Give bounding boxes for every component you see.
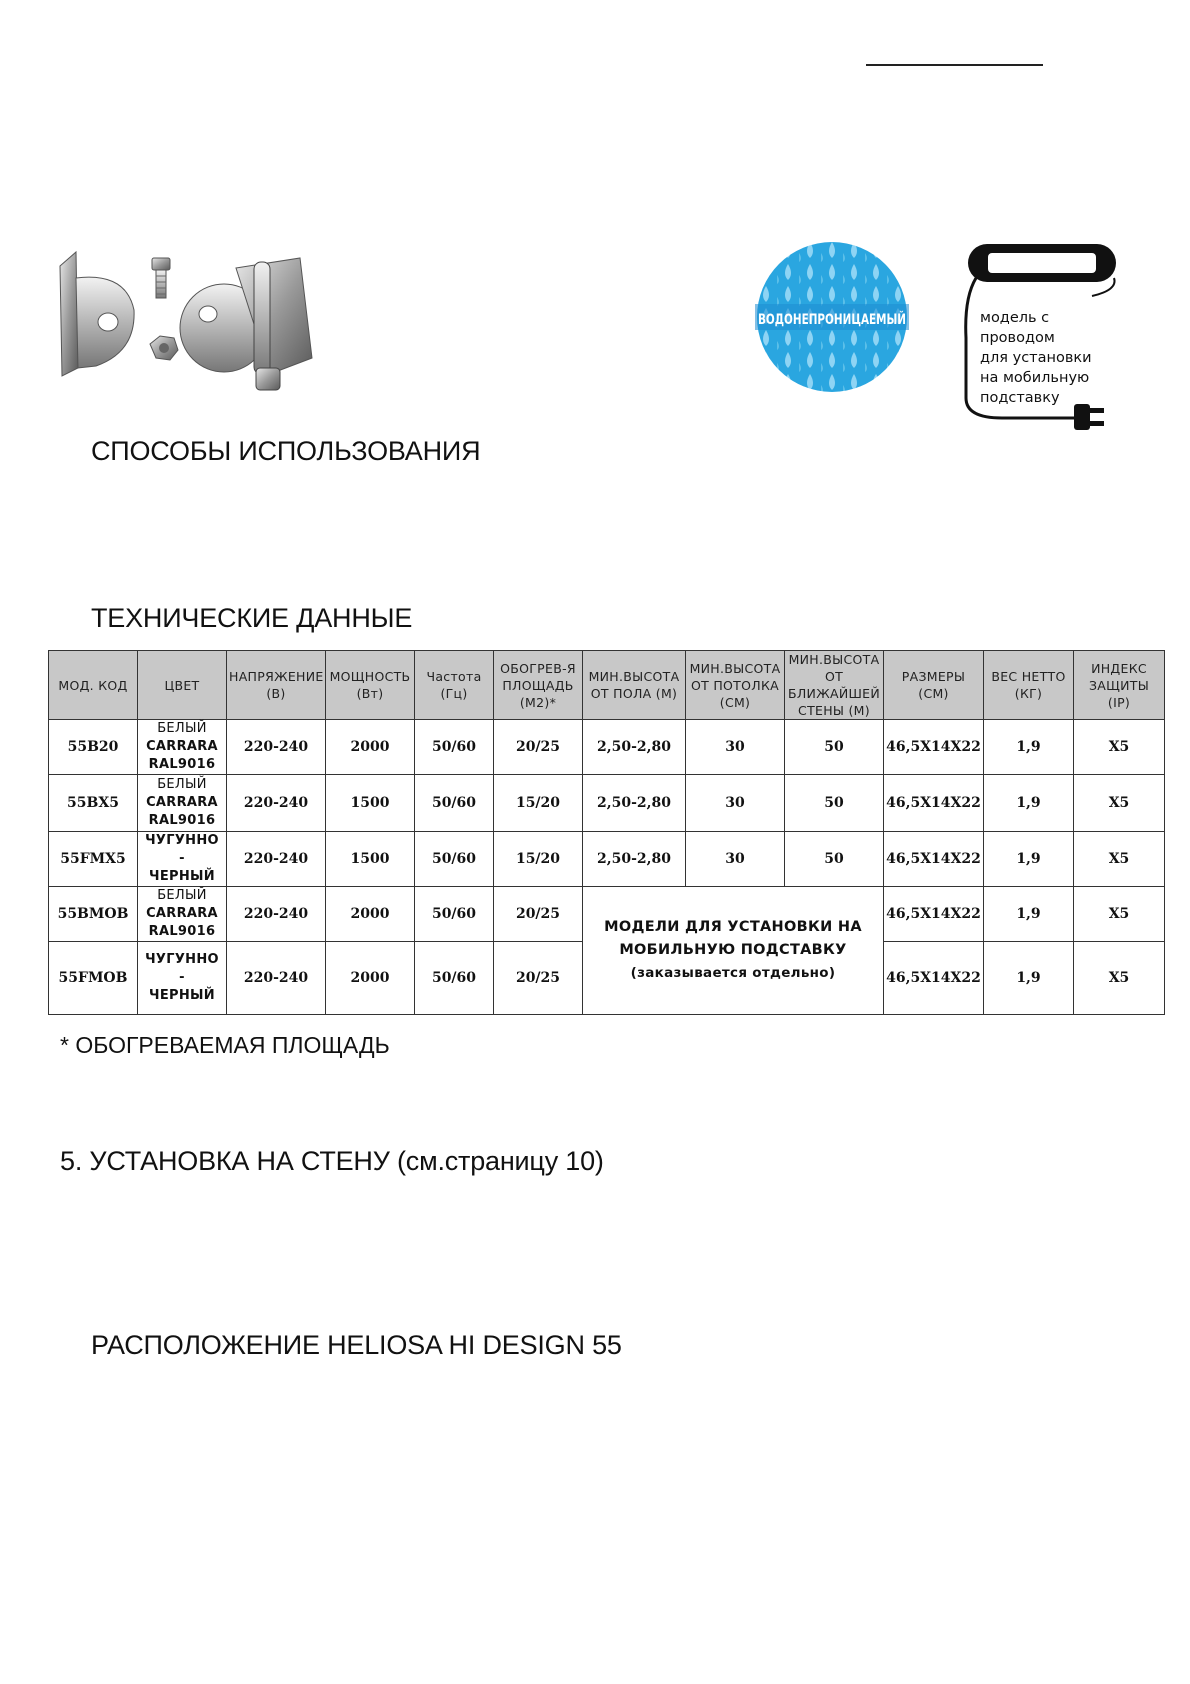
cell-voltage: 220-240 <box>227 775 326 832</box>
cell-floor: 2,50-2,80 <box>583 775 686 832</box>
color-line: CARRARA <box>146 739 218 754</box>
heated-area-footnote: * ОБОГРЕВАЕМАЯ ПЛОЩАДЬ <box>60 1032 390 1058</box>
cell-ceiling: 30 <box>686 775 785 832</box>
note-line: (заказывается отдельно) <box>630 965 836 981</box>
cell-color <box>138 720 227 775</box>
cell-voltage: 220-240 <box>227 720 326 775</box>
cell-frequency: 50/60 <box>415 775 494 832</box>
cell-ip: X5 <box>1074 775 1165 832</box>
cell-color <box>138 775 227 832</box>
cell-frequency: 50/60 <box>415 887 494 942</box>
cell-size: 46,5X14X22 <box>884 720 984 775</box>
color-line: БЕЛЫЙ <box>157 777 207 792</box>
cell-weight: 1,9 <box>984 942 1074 1015</box>
wall-mount-heading: 5. УСТАНОВКА НА СТЕНУ (см.страницу 10) <box>60 1146 604 1176</box>
header-min-wall: МИН.ВЫСОТА ОТ БЛИЖАЙШЕЙ СТЕНЫ (М) <box>785 651 884 720</box>
cell-ip: X5 <box>1074 887 1165 942</box>
waterproof-label: ВОДОНЕПРОНИЦАЕМЫЙ <box>758 312 958 328</box>
table-row <box>49 832 1165 887</box>
cell-weight: 1,9 <box>984 832 1074 887</box>
mobile-stand-note <box>583 887 884 1015</box>
cell-area: 20/25 <box>494 942 583 1015</box>
cell-ip: X5 <box>1074 942 1165 1015</box>
color-line: ЧЕРНЫЙ <box>149 869 215 884</box>
cell-frequency: 50/60 <box>415 942 494 1015</box>
corded-model-caption <box>980 308 1120 408</box>
caption-line: для установки <box>980 350 1092 366</box>
cell-power: 1500 <box>326 832 415 887</box>
cell-area: 20/25 <box>494 720 583 775</box>
cell-size: 46,5X14X22 <box>884 832 984 887</box>
cell-size: 46,5X14X22 <box>884 775 984 832</box>
header-voltage: НАПРЯЖЕНИЕ (В) <box>227 651 326 720</box>
caption-line: подставку <box>980 390 1060 406</box>
color-line: CARRARA <box>146 795 218 810</box>
cell-power: 2000 <box>326 887 415 942</box>
cell-color <box>138 887 227 942</box>
caption-line: проводом <box>980 330 1055 346</box>
caption-line: модель с <box>980 310 1050 326</box>
cell-voltage: 220-240 <box>227 832 326 887</box>
cell-voltage: 220-240 <box>227 942 326 1015</box>
note-line: МОБИЛЬНУЮ ПОДСТАВКУ <box>619 942 847 958</box>
cell-ip: X5 <box>1074 720 1165 775</box>
cell-frequency: 50/60 <box>415 720 494 775</box>
header-color: ЦВЕТ <box>138 651 227 720</box>
color-line: ЧУГУННО - <box>145 952 219 985</box>
cell-area: 20/25 <box>494 887 583 942</box>
cell-voltage: 220-240 <box>227 887 326 942</box>
header-net-weight: ВЕС НЕТТО (КГ) <box>984 651 1074 720</box>
placement-heading: РАСПОЛОЖЕНИЕ HELIOSA HI DESIGN 55 <box>91 1330 622 1360</box>
cell-power: 2000 <box>326 942 415 1015</box>
header-frequency: Частота (Гц) <box>415 651 494 720</box>
header-min-floor: МИН.ВЫСОТА ОТ ПОЛА (М) <box>583 651 686 720</box>
table-row <box>49 887 1165 942</box>
color-line: CARRARA <box>146 906 218 921</box>
color-line: RAL9016 <box>148 924 216 939</box>
color-line: БЕЛЫЙ <box>157 888 207 903</box>
cell-code: 55BX5 <box>49 775 138 832</box>
cell-floor: 2,50-2,80 <box>583 720 686 775</box>
cell-power: 1500 <box>326 775 415 832</box>
header-heated-area: ОБОГРЕВ-Я ПЛОЩАДЬ (М2)* <box>494 651 583 720</box>
cell-power: 2000 <box>326 720 415 775</box>
table-header-row <box>49 651 1165 720</box>
cell-code: 55BMOB <box>49 887 138 942</box>
waterproof-badge <box>755 240 958 394</box>
cell-wall: 50 <box>785 832 884 887</box>
cell-wall: 50 <box>785 720 884 775</box>
cell-weight: 1,9 <box>984 887 1074 942</box>
color-line: ЧЕРНЫЙ <box>149 988 215 1003</box>
cell-area: 15/20 <box>494 832 583 887</box>
color-line: RAL9016 <box>148 757 216 772</box>
cell-size: 46,5X14X22 <box>884 887 984 942</box>
cell-code: 55FMOB <box>49 942 138 1015</box>
signature-line <box>866 64 1043 66</box>
header-dimensions: РАЗМЕРЫ (СМ) <box>884 651 984 720</box>
cell-size: 46,5X14X22 <box>884 942 984 1015</box>
cell-ceiling: 30 <box>686 832 785 887</box>
cell-color <box>138 942 227 1015</box>
usage-heading: СПОСОБЫ ИСПОЛЬЗОВАНИЯ <box>91 436 481 466</box>
table-row <box>49 720 1165 775</box>
technical-data-heading: ТЕХНИЧЕСКИЕ ДАННЫЕ <box>91 603 413 633</box>
color-line: БЕЛЫЙ <box>157 721 207 736</box>
cell-ip: X5 <box>1074 832 1165 887</box>
cell-wall: 50 <box>785 775 884 832</box>
cell-weight: 1,9 <box>984 720 1074 775</box>
mounting-bracket-image <box>56 248 316 400</box>
color-line: RAL9016 <box>148 813 216 828</box>
technical-data-table <box>48 650 1165 1015</box>
cell-color <box>138 832 227 887</box>
cell-frequency: 50/60 <box>415 832 494 887</box>
cell-code: 55FMX5 <box>49 832 138 887</box>
cell-ceiling: 30 <box>686 720 785 775</box>
color-line: ЧУГУННО - <box>145 833 219 866</box>
header-ip-index: ИНДЕКС ЗАЩИТЫ (IP) <box>1074 651 1165 720</box>
caption-line: на мобильную <box>980 370 1090 386</box>
cell-code: 55B20 <box>49 720 138 775</box>
header-model-code: МОД. КОД <box>49 651 138 720</box>
table-row <box>49 775 1165 832</box>
header-power: МОЩНОСТЬ (Вт) <box>326 651 415 720</box>
note-line: МОДЕЛИ ДЛЯ УСТАНОВКИ НА <box>604 919 862 935</box>
cell-floor: 2,50-2,80 <box>583 832 686 887</box>
cell-weight: 1,9 <box>984 775 1074 832</box>
header-min-ceiling: МИН.ВЫСОТА ОТ ПОТОЛКА (СМ) <box>686 651 785 720</box>
cell-area: 15/20 <box>494 775 583 832</box>
